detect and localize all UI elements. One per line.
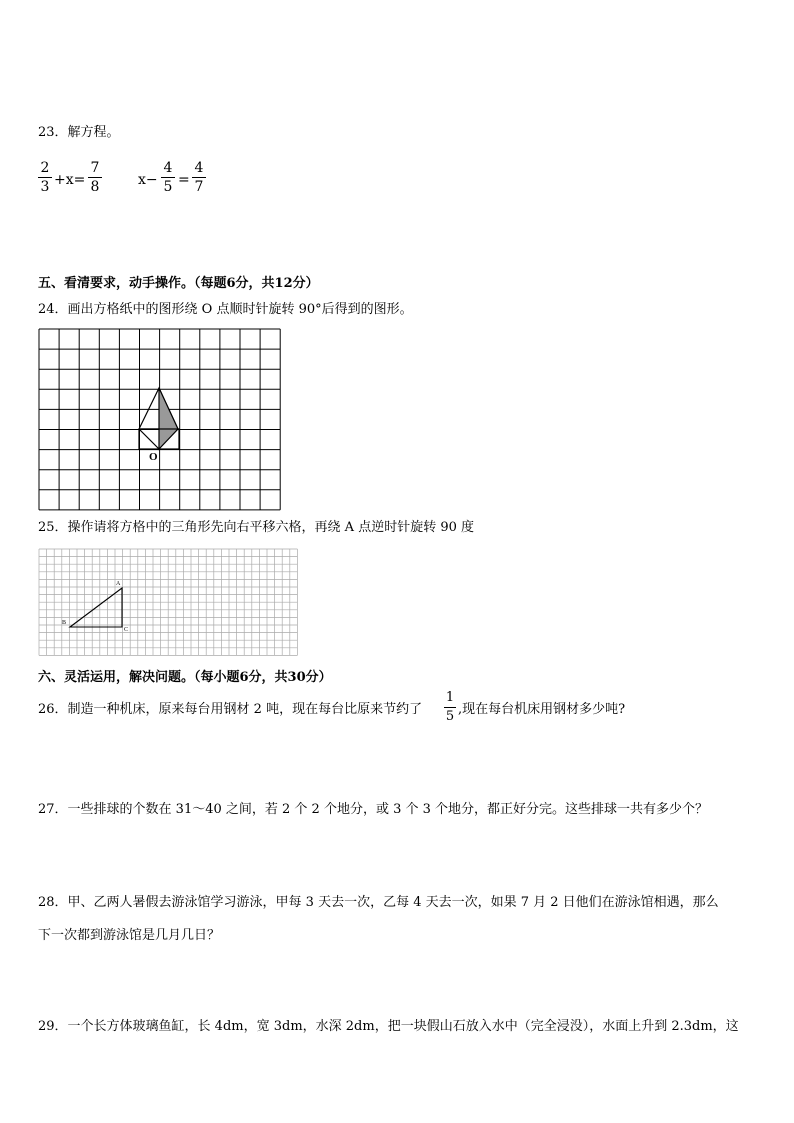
q26-text-end: ,现在每台机床用钢材多少吨? bbox=[458, 702, 626, 717]
q26-text: 26．制造一种机床，原来每台用钢材 2 吨，现在每台比原来节约了 bbox=[38, 702, 423, 717]
label-c: C bbox=[124, 627, 129, 633]
fraction: 2 3 bbox=[38, 160, 52, 195]
fraction: 4 7 bbox=[192, 160, 206, 195]
q28-text: 28．甲、乙两人暑假去游泳馆学习游泳，甲每 3 天去一次，乙每 4 天去一次，如果 7 月 2 日他们在游泳馆相遇，那么 bbox=[38, 895, 719, 910]
section-heading: 五、看清要求，动手操作。（每题6分，共12分） bbox=[38, 276, 319, 291]
shaded-triangle bbox=[159, 388, 178, 449]
label-a: A bbox=[116, 581, 121, 587]
section-heading: 六、灵活运用，解决问题。（每小题6分，共30分） bbox=[38, 670, 332, 685]
q23-title: 23．解方程。 bbox=[38, 125, 120, 140]
q28-text-line2: 下一次都到游泳馆是几月几日？ bbox=[38, 928, 221, 943]
q25-text: 25．操作请将方格中的三角形先向右平移六格，再绕 A 点逆时针旋转 90 度 bbox=[38, 520, 475, 535]
q25-grid-figure bbox=[38, 548, 300, 662]
label-b: B bbox=[62, 620, 67, 626]
fine-grid bbox=[39, 549, 297, 655]
fraction: 7 8 bbox=[88, 160, 102, 195]
q24-grid-figure bbox=[38, 328, 282, 512]
triangle-abc bbox=[70, 588, 122, 627]
point-o-label: O bbox=[149, 451, 158, 463]
q29-text: 29．一个长方体玻璃鱼缸，长 4dm，宽 3dm，水深 2dm，把一块假山石放入水中（完全浸没），水面上升到 2.3dm，这 bbox=[38, 1019, 739, 1034]
fraction: 4 5 bbox=[161, 160, 175, 195]
kite-edge bbox=[139, 429, 159, 449]
q27-text: 27．一些排球的个数在 31～40 之间，若 2 个 2 个地分，或 3 个 3 个地分，都正好分完。这些排球一共有多少个？ bbox=[38, 802, 709, 817]
q24-text: 24．画出方格纸中的图形绕 O 点顺时针旋转 90°后得到的图形。 bbox=[38, 302, 413, 317]
fraction: 1 5 bbox=[445, 690, 455, 724]
